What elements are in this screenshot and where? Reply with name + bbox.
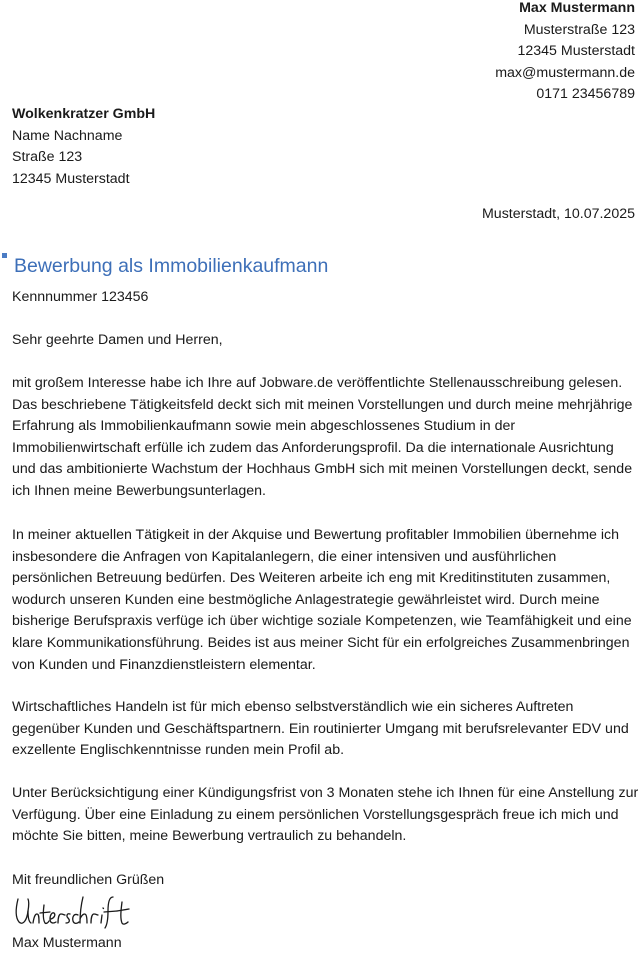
recipient-company: Wolkenkratzer GmbH (12, 106, 156, 122)
closing-phrase: Mit freundlichen Grüßen (12, 872, 165, 888)
subject-line: Bewerbung als Immobilienkaufmann (14, 255, 329, 277)
letter-date: Musterstadt, 10.07.2025 (481, 206, 635, 222)
signer-name: Max Mustermann (12, 935, 122, 951)
reference-number: Kennnummer 123456 (12, 289, 149, 305)
sender-city: 12345 Musterstadt (517, 43, 635, 60)
recipient-street: Straße 123 (12, 149, 83, 166)
sender-email: max@mustermann.de (495, 64, 635, 81)
sender-address-block (495, 0, 635, 106)
body-paragraph-1: mit großem Interesse habe ich Ihre auf Jobware.de veröffentlichte Stellenausschreibung gelesen. Das beschriebene Tätigkeitsfeld deckt sich mit meinen Vorstellungen und durch meine mehrjährige Erfahrung als Immobilienkaufmann sowie mein abgeschlossenes Studium in der Immobilienwirtschaft erfülle ich zudem das Anforderungsprofil. Da die internationale Ausrichtung und das ambitionierte Wachstum der Hochhaus GmbH sich mit meinen Vorstellungen deckt, sende ich Ihnen meine Bewerbungsunterlagen. (12, 375, 633, 499)
body-paragraph-2: In meiner aktuellen Tätigkeit in der Akquise und Bewertung profitabler Immobilien übernehme ich insbesondere die Anfragen von Kapitalanlegern, die einer intensiven und ausführlichen persönlichen Betreuung bedürfen. Des Weiteren arbeite ich eng mit Kreditinstituten zusammen, wodurch unseren Kunden eine bestmögliche Anlagestrategie gewährleistet wird. Durch meine bisherige Berufspraxis verfüge ich über wichtige soziale Kompetenzen, wie Teamfähigkeit und eine klare Kommunikationsführung. Beides ist aus meiner Sicht für ein erfolgreiches Zusammenbringen von Kunden und Finanzdienstleistern elementar. (12, 527, 632, 673)
recipient-address-block (12, 104, 155, 190)
sender-phone: 0171 23456789 (536, 86, 635, 103)
sender-name: Max Mustermann (519, 0, 635, 16)
handwritten-signature (12, 893, 130, 929)
subject-marker (2, 253, 7, 258)
salutation: Sehr geehrte Damen und Herren, (12, 332, 223, 348)
recipient-contact: Name Nachname (12, 127, 123, 144)
sender-street: Musterstraße 123 (523, 21, 635, 38)
recipient-city: 12345 Musterstadt (12, 170, 130, 187)
body-paragraph-4: Unter Berücksichtigung einer Kündigungsfrist von 3 Monaten stehe ich Ihnen für eine Anstellung zur Verfügung. Über eine Einladung zu einem persönlichen Vorstellungsgespräch freue ich mich und möchte Sie bitten, meine Bewerbung vertraulich zu behandeln. (12, 785, 639, 845)
body-paragraph-3: Wirtschaftliches Handeln ist für mich ebenso selbstverständlich wie ein sicheres Auftreten gegenüber Kunden und Geschäftspartnern. Ein routinierter Umgang mit berufsrelevanter EDV und exzellente Englischkenntnisse runden mein Profil ab. (12, 699, 629, 759)
